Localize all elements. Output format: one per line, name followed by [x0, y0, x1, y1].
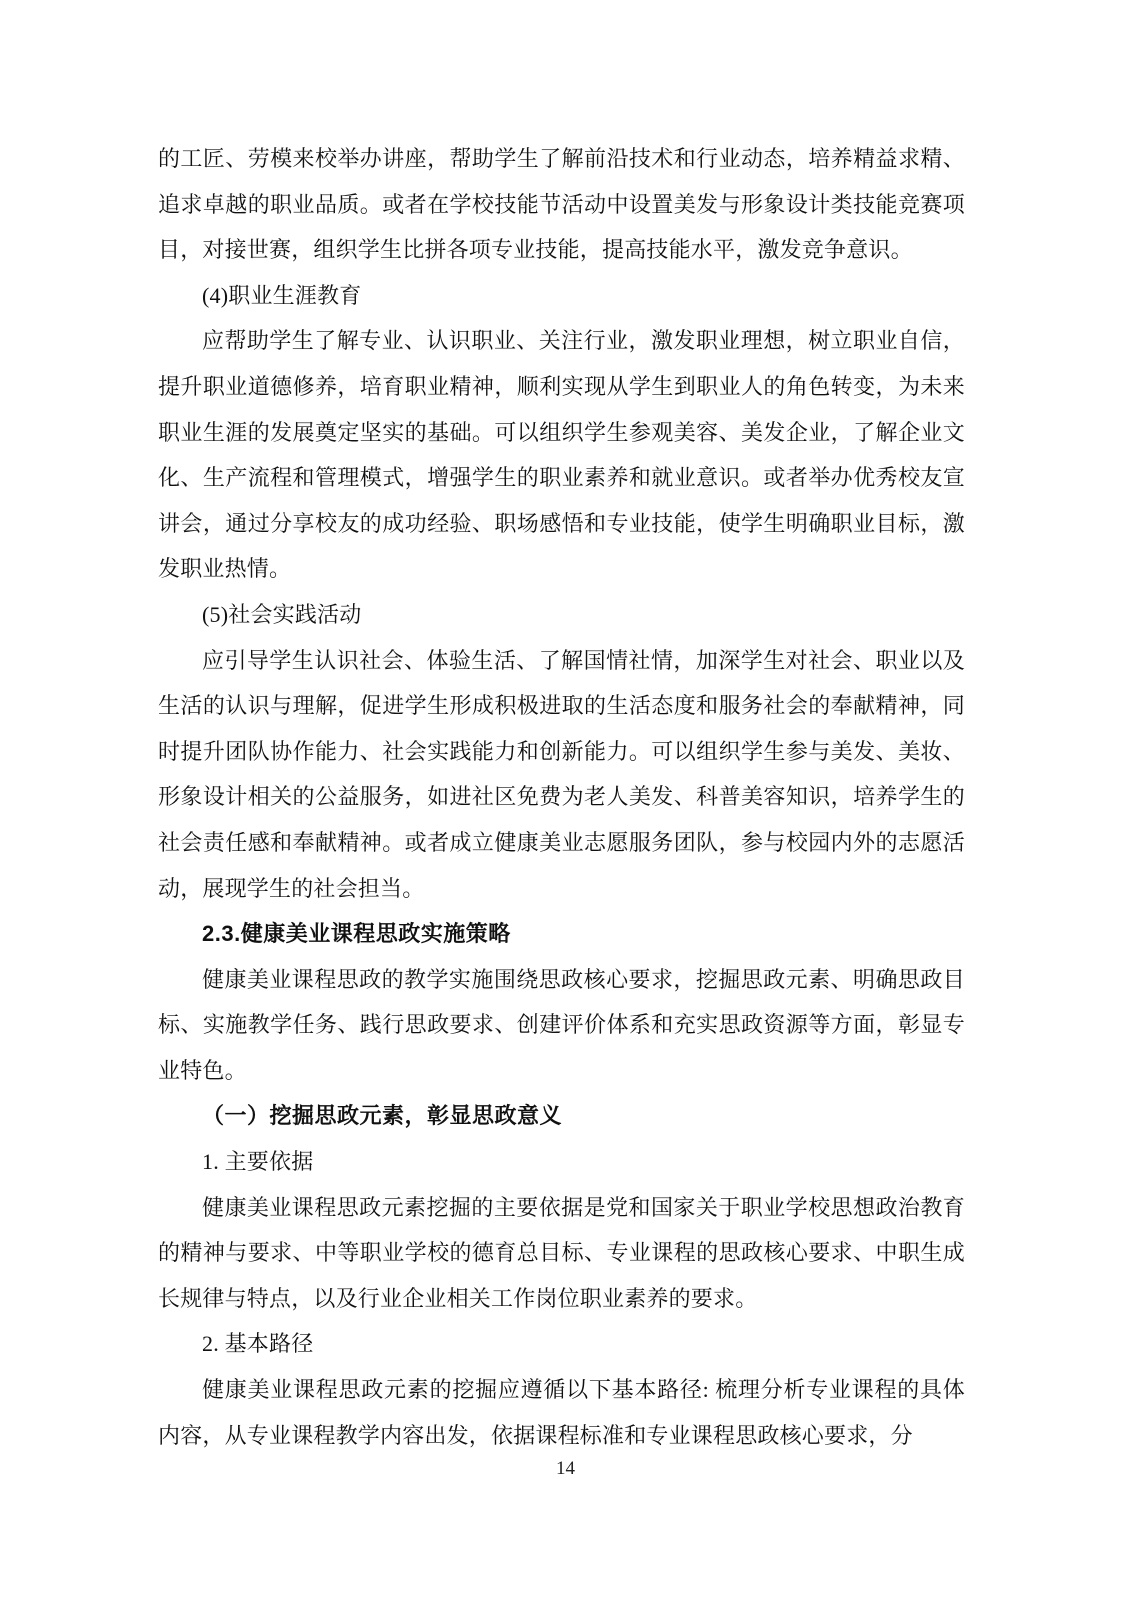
paragraph: 的工匠、劳模来校举办讲座，帮助学生了解前沿技术和行业动态，培养精益求精、追求卓越的职业品质。或者在学校技能节活动中设置美发与形象设计类技能竞赛项目，对接世赛，组织学生比拼各项专业技能，提高技能水平，激发竞争意识。	[158, 146, 965, 263]
subheading-main-basis: 1. 主要依据	[202, 1149, 314, 1175]
paragraph: 健康美业课程思政的教学实施围绕思政核心要求，挖掘思政元素、明确思政目标、实施教学任务、践行思政要求、创建评价体系和充实思政资源等方面，彰显专业特色。	[158, 966, 965, 1083]
subheading-social-practice: (5)社会实践活动	[202, 601, 362, 627]
paragraph: 应引导学生认识社会、体验生活、了解国情社情，加深学生对社会、职业以及生活的认识与理解，促进学生形成积极进取的生活态度和服务社会的奉献精神，同时提升团队协作能力、社会实践能力和创新能力。可以组织学生参与美发、美妆、形象设计相关的公益服务，如进社区免费为老人美发、科普美容知识，培养学生的社会责任感和奉献精神。或者成立健康美业志愿服务团队，参与校园内外的志愿活动，展现学生的社会担当。	[158, 647, 965, 901]
subheading-basic-path: 2. 基本路径	[202, 1331, 314, 1357]
page-number: 14	[556, 1458, 575, 1479]
document-body	[158, 136, 965, 1458]
sub-section-heading-1: （一）挖掘思政元素，彰显思政意义	[202, 1103, 563, 1129]
section-heading-2-3: 2.3.健康美业课程思政实施策略	[202, 921, 511, 947]
paragraph: 健康美业课程思政元素的挖掘应遵循以下基本路径: 梳理分析专业课程的具体内容，从专业课程教学内容出发，依据课程标准和专业课程思政核心要求，分	[158, 1377, 965, 1448]
subheading-career-education: (4)职业生涯教育	[202, 282, 362, 308]
paragraph: 应帮助学生了解专业、认识职业、关注行业，激发职业理想，树立职业自信，提升职业道德修养，培育职业精神，顺利实现从学生到职业人的角色转变，为未来职业生涯的发展奠定坚实的基础。可以组织学生参观美容、美发企业，了解企业文化、生产流程和管理模式，增强学生的职业素养和就业意识。或者举办优秀校友宣讲会，通过分享校友的成功经验、职场感悟和专业技能，使学生明确职业目标，激发职业热情。	[158, 328, 965, 582]
paragraph: 健康美业课程思政元素挖掘的主要依据是党和国家关于职业学校思想政治教育的精神与要求、中等职业学校的德育总目标、专业课程的思政核心要求、中职生成长规律与特点，以及行业企业相关工作岗位职业素养的要求。	[158, 1194, 965, 1311]
